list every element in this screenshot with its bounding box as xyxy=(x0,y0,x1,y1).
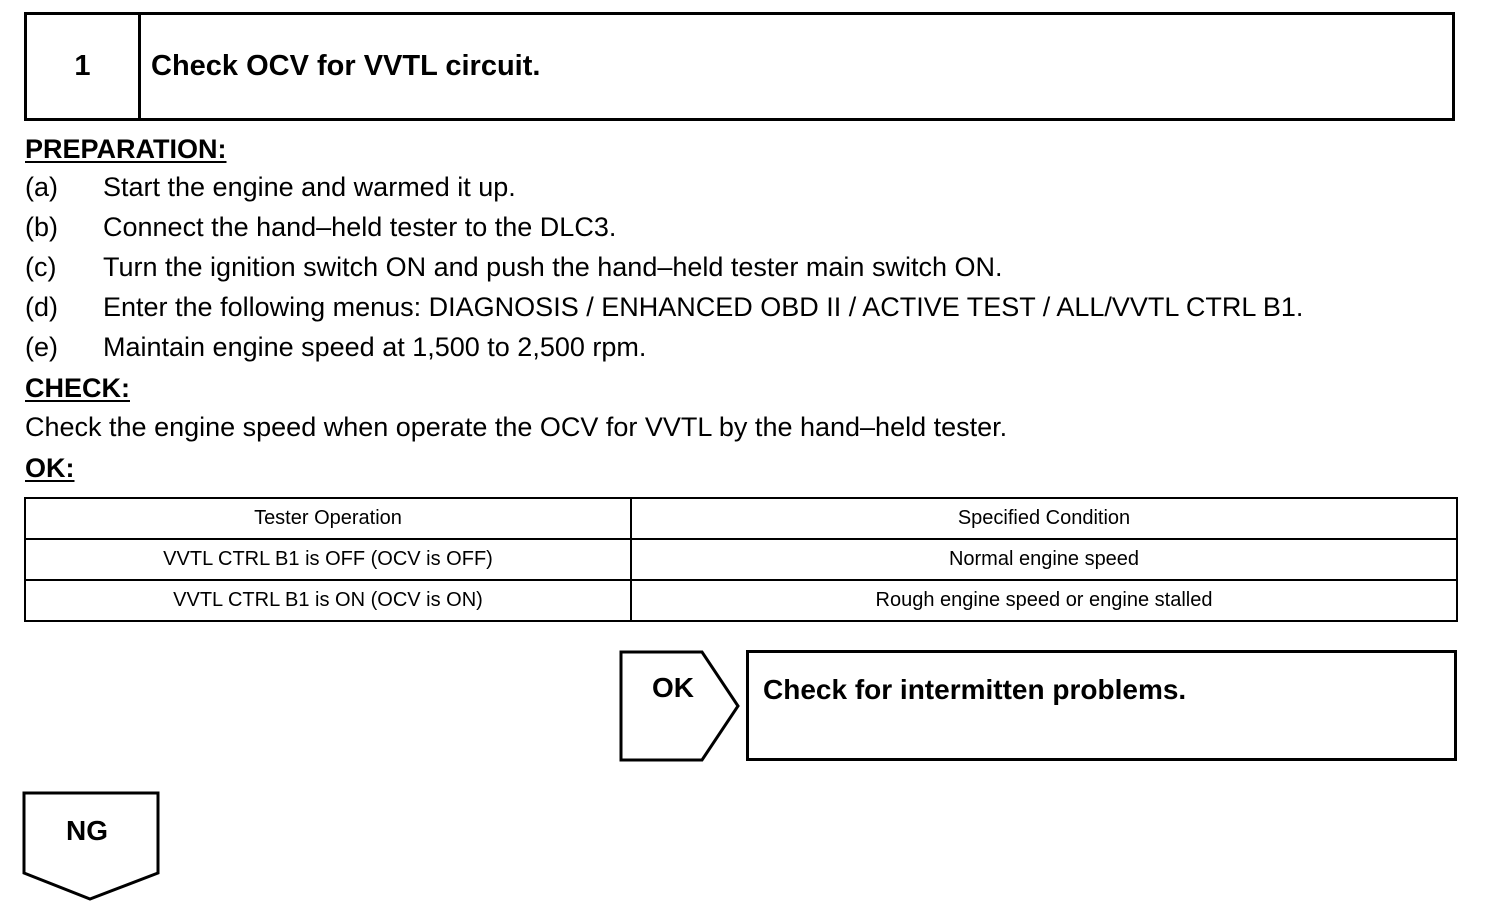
preparation-item-letter: (d) xyxy=(25,292,58,322)
table-cell: VVTL CTRL B1 is ON (OCV is ON) xyxy=(25,580,631,621)
step-number: 1 xyxy=(27,15,141,118)
ok-heading: OK: xyxy=(25,453,75,483)
step-title: Check OCV for VVTL circuit. xyxy=(151,50,541,82)
preparation-item-letter: (a) xyxy=(25,172,58,202)
preparation-list xyxy=(25,172,1303,372)
ok-branch-label: OK xyxy=(652,672,694,703)
step-header xyxy=(24,12,1455,121)
spec-table xyxy=(24,497,1458,622)
table-cell: Normal engine speed xyxy=(631,539,1457,580)
preparation-item-text: Connect the hand–held tester to the DLC3. xyxy=(103,212,617,242)
ng-arrow-shape xyxy=(22,791,162,903)
table-cell: VVTL CTRL B1 is OFF (OCV is OFF) xyxy=(25,539,631,580)
preparation-item xyxy=(25,212,1303,252)
preparation-item-letter: (b) xyxy=(25,212,58,242)
column-header-specified-condition: Specified Condition xyxy=(631,498,1457,539)
preparation-item-letter: (e) xyxy=(25,332,58,362)
table-row xyxy=(25,539,1457,580)
column-header-tester-operation: Tester Operation xyxy=(25,498,631,539)
preparation-item xyxy=(25,332,1303,372)
ok-result-box xyxy=(746,650,1457,761)
ok-arrow-shape xyxy=(619,650,743,762)
table-cell: Rough engine speed or engine stalled xyxy=(631,580,1457,621)
preparation-item-text: Start the engine and warmed it up. xyxy=(103,172,516,202)
preparation-item xyxy=(25,252,1303,292)
preparation-heading: PREPARATION: xyxy=(25,134,227,164)
table-row xyxy=(25,580,1457,621)
check-heading: CHECK: xyxy=(25,373,130,403)
check-text: Check the engine speed when operate the OCV for VVTL by the hand–held tester. xyxy=(25,412,1008,442)
ok-result-text: Check for intermitten problems. xyxy=(763,674,1187,705)
preparation-item-text: Turn the ignition switch ON and push the hand–held tester main switch ON. xyxy=(103,252,1003,282)
preparation-item xyxy=(25,292,1303,332)
preparation-item xyxy=(25,172,1303,212)
table-header-row xyxy=(25,498,1457,539)
preparation-item-text: Maintain engine speed at 1,500 to 2,500 rpm. xyxy=(103,332,647,362)
preparation-item-text: Enter the following menus: DIAGNOSIS / ENHANCED OBD II / ACTIVE TEST / ALL/VVTL CTRL B1. xyxy=(103,292,1304,322)
ng-branch-label: NG xyxy=(66,815,108,846)
preparation-item-letter: (c) xyxy=(25,252,57,282)
